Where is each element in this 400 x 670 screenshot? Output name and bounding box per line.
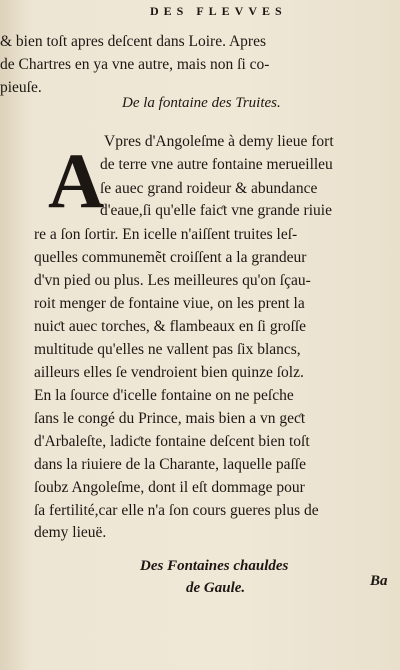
text-line: d'eaue,ſi qu'elle faiƈt vne grande riuie: [100, 202, 332, 219]
text-line: ſoubz Angoleſme, dont il eſt dommage pour: [34, 479, 305, 496]
text-line: demy lieuë.: [34, 524, 107, 541]
text-line: de Chartres en ya vne autre, mais non ſi co-: [0, 56, 270, 73]
text-line: re a ſon ſortir. En icelle n'aiſſent truites leſ-: [34, 226, 298, 243]
text-line: En la ſource d'icelle fontaine on ne peſche: [34, 387, 294, 404]
text-line: multitude qu'elles ne vallent pas ſix blancs,: [34, 341, 301, 358]
text-line: ſe auec grand roideur & abundance: [100, 180, 318, 197]
text-line: ailleurs elles ſe vendroient bien quinze ſolz.: [34, 364, 304, 381]
text-line: & bien toſt apres deſcent dans Loire. Apres: [0, 33, 267, 50]
text-line: ſa fertilité,car elle n'a ſon cours gueres plus de: [34, 502, 319, 519]
text-line: de terre vne autre fontaine merueilleu: [100, 156, 333, 173]
text-line: nuiƈt auec torches, & flambeaux en ſi groſſe: [34, 318, 307, 335]
text-line: quelles communemẽt croiſſent a la grandeur: [34, 249, 307, 266]
text-line: pieuſe.: [0, 79, 42, 96]
drop-cap: A: [48, 137, 105, 224]
running-head: DES FLEVVES: [150, 4, 287, 18]
text-line: d'vn pied ou plus. Les meilleures qu'on ſçau-: [34, 272, 311, 289]
next-section-title-line: Des Fontaines chauldes: [140, 558, 289, 574]
text-line: dans la riuiere de la Charante, laquelle paſſe: [34, 456, 306, 473]
next-section-title-line: de Gaule.: [186, 580, 246, 596]
signature-mark: Ba: [370, 573, 388, 589]
text-line: Vpres d'Angoleſme à demy lieue fort: [104, 133, 334, 150]
text-line: roit menger de fontaine viue, on les prent la: [34, 295, 305, 312]
text-line: d'Arbaleſte, ladiƈte fontaine deſcent bien toſt: [34, 433, 310, 450]
text-line: ſans le congé du Prince, mais bien a vn geƈt: [34, 410, 306, 427]
section-title: De la fontaine des Truites.: [122, 95, 281, 111]
